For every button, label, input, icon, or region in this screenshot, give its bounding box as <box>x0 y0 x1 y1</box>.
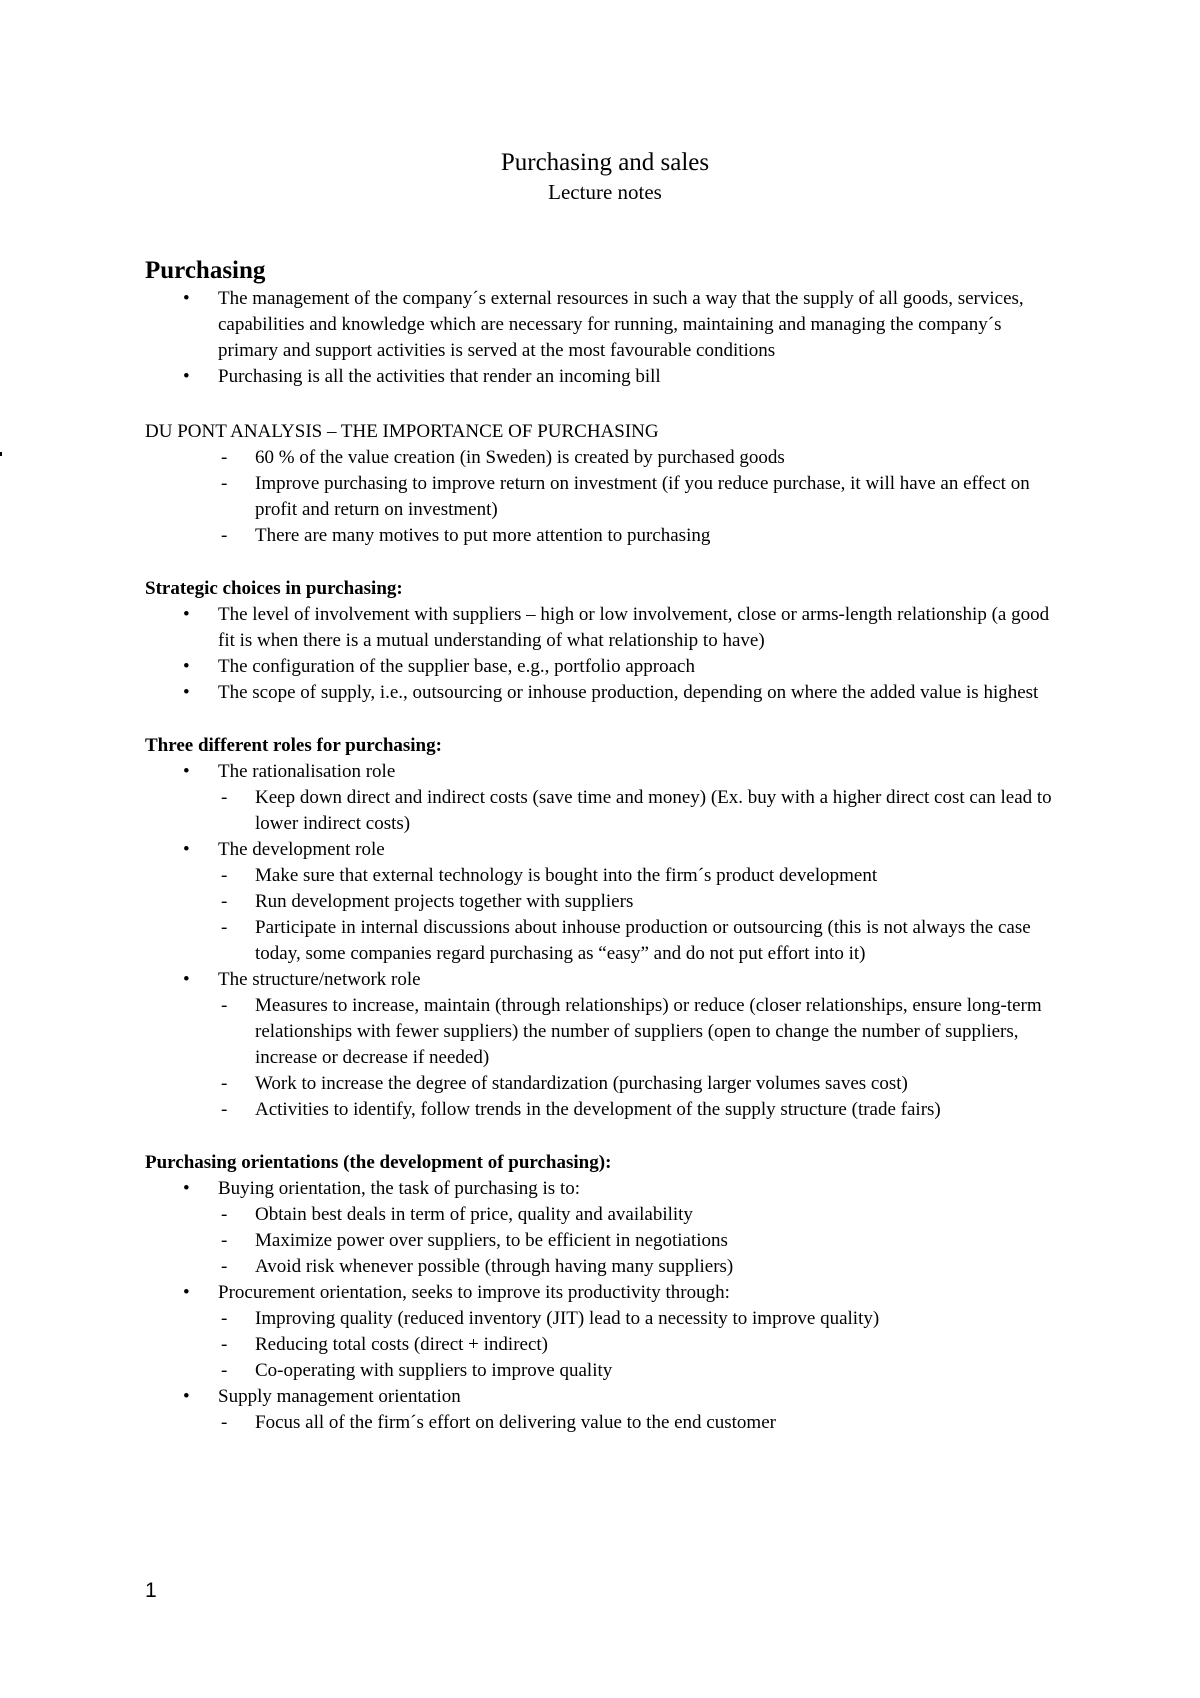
list-item <box>145 967 1065 1123</box>
section-heading-orientations: Purchasing orientations (the development of purchasing): <box>145 1152 612 1173</box>
list-item: • The scope of supply, i.e., outsourcing or inhouse production, depending on where the added value is highest <box>145 680 1065 706</box>
sub-list-item: - Improving quality (reduced inventory (JIT) lead to a necessity to improve quality) <box>218 1306 1065 1332</box>
purchasing-bullet-list <box>145 286 1065 390</box>
list-item-label: Buying orientation, the task of purchasing is to: <box>218 1178 581 1199</box>
sub-list-item: - Obtain best deals in term of price, quality and availability <box>218 1202 1065 1228</box>
list-item-label: Procurement orientation, seeks to improve its productivity through: <box>218 1282 730 1303</box>
list-item: - There are many motives to put more attention to purchasing <box>145 523 1065 549</box>
section-heading-roles: Three different roles for purchasing: <box>145 735 442 756</box>
list-item <box>145 1384 1065 1436</box>
section-heading-dupont: DU PONT ANALYSIS – THE IMPORTANCE OF PURCHASING <box>145 421 659 442</box>
margin-mark <box>0 452 2 456</box>
orientations-bullet-list <box>145 1176 1065 1436</box>
sub-list-item: - Measures to increase, maintain (through relationships) or reduce (closer relationships, ensure long-term relationships with fewer suppliers) the number of suppliers (open to change the number of suppliers, increase or decrease if needed) <box>218 993 1065 1071</box>
list-item <box>145 1280 1065 1384</box>
list-item: • The level of involvement with suppliers – high or low involvement, close or arms-length relationship (a good fit is when there is a mutual understanding of what relationship to have) <box>145 602 1065 654</box>
list-item: • The configuration of the supplier base, e.g., portfolio approach <box>145 654 1065 680</box>
dupont-dash-list <box>145 445 1065 549</box>
sub-list-item: - Run development projects together with suppliers <box>218 889 1065 915</box>
page-number: 1 <box>145 1579 157 1602</box>
sub-list <box>218 785 1065 837</box>
sub-list-item: - Avoid risk whenever possible (through having many suppliers) <box>218 1254 1065 1280</box>
list-item <box>145 759 1065 837</box>
sub-list-item: - Work to increase the degree of standardization (purchasing larger volumes saves cost) <box>218 1071 1065 1097</box>
list-item: • The management of the company´s external resources in such a way that the supply of all goods, services, capabilities and knowledge which are necessary for running, maintaining and managing the company´s primary and support activities is served at the most favourable conditions <box>145 286 1065 364</box>
section-heading-strategic: Strategic choices in purchasing: <box>145 578 403 599</box>
sub-list <box>218 1306 1065 1384</box>
sub-list-item: - Keep down direct and indirect costs (save time and money) (Ex. buy with a higher direct cost can lead to lower indirect costs) <box>218 785 1065 837</box>
list-item-label: Supply management orientation <box>218 1386 461 1407</box>
sub-list-item: - Reducing total costs (direct + indirect) <box>218 1332 1065 1358</box>
sub-list <box>218 1410 1065 1436</box>
sub-list <box>218 993 1065 1123</box>
sub-list-item: - Activities to identify, follow trends in the development of the supply structure (trade fairs) <box>218 1097 1065 1123</box>
list-item: - 60 % of the value creation (in Sweden) is created by purchased goods <box>145 445 1065 471</box>
section-heading-purchasing: Purchasing <box>145 257 266 284</box>
list-item <box>145 1176 1065 1280</box>
sub-list-item: - Maximize power over suppliers, to be efficient in negotiations <box>218 1228 1065 1254</box>
list-item-label: The rationalisation role <box>218 761 396 782</box>
page-content <box>145 148 1065 1436</box>
document-subtitle: Lecture notes <box>548 180 662 204</box>
list-item: - Improve purchasing to improve return on investment (if you reduce purchase, it will have an effect on profit and return on investment) <box>145 471 1065 523</box>
list-item: • Purchasing is all the activities that render an incoming bill <box>145 364 1065 390</box>
sub-list-item: - Focus all of the firm´s effort on delivering value to the end customer <box>218 1410 1065 1436</box>
sub-list <box>218 1202 1065 1280</box>
list-item-label: The structure/network role <box>218 969 421 990</box>
list-item-label: The development role <box>218 839 385 860</box>
sub-list <box>218 863 1065 967</box>
sub-list-item: - Participate in internal discussions about inhouse production or outsourcing (this is not always the case today, some companies regard purchasing as “easy” and do not put effort into it) <box>218 915 1065 967</box>
strategic-bullet-list <box>145 602 1065 706</box>
sub-list-item: - Make sure that external technology is bought into the firm´s product development <box>218 863 1065 889</box>
list-item <box>145 837 1065 967</box>
sub-list-item: - Co-operating with suppliers to improve quality <box>218 1358 1065 1384</box>
roles-bullet-list <box>145 759 1065 1123</box>
document-title: Purchasing and sales <box>500 149 710 176</box>
